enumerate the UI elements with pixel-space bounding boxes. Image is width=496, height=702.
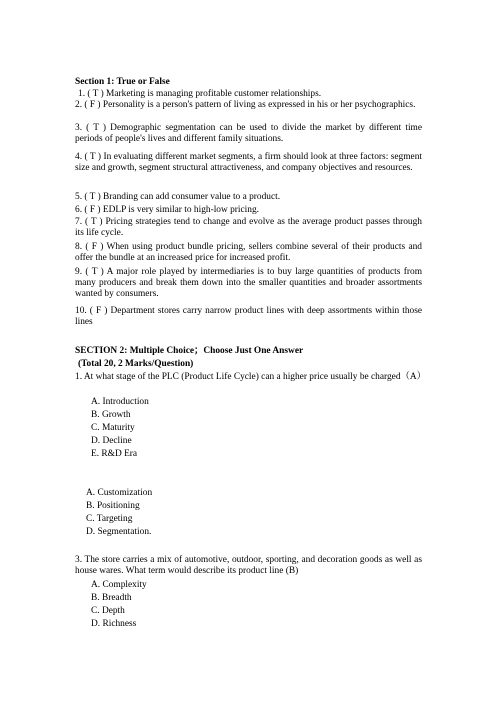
question-3: 3. The store carries a mix of automotive, outdoor, sporting, and decoration goods as well as house wares. What term would describe its product line (B): [75, 555, 422, 576]
q3-option-b: B. Breadth: [91, 593, 132, 603]
q2-option-d: D. Segmentation.: [86, 527, 152, 537]
tf-item-5: 5. ( T ) Branding can add consumer value to a product.: [75, 192, 281, 202]
q1-option-c: C. Maturity: [91, 423, 135, 433]
q2-option-b: B. Positioning: [86, 501, 140, 511]
tf-item-9: 9. ( T ) A major role played by intermediaries is to buy large quantities of products from many producers and break them down into the smaller quantities and broader assortments wanted by consumers.: [75, 267, 422, 299]
tf-item-6: 6. ( F ) EDLP is very similar to high-low pricing.: [75, 205, 260, 215]
q2-option-a: A. Customization: [86, 488, 153, 498]
tf-item-10: 10. ( F ) Department stores carry narrow product lines with deep assortments within those lines: [75, 306, 422, 327]
tf-item-8: 8. ( F ) When using product bundle pricing, sellers combine several of their products and offer the bundle at an increased price for increased profit.: [75, 242, 422, 263]
section2-subheading: (Total 20, 2 Marks/Question): [78, 359, 194, 369]
q2-option-c: C. Targeting: [86, 514, 133, 524]
tf-item-2: [75, 100, 422, 111]
q3-option-a: A. Complexity: [91, 580, 147, 590]
q1-option-e: E. R&D Era: [91, 449, 138, 459]
tf-item-7: 7. ( T ) Pricing strategies tend to change and evolve as the average product passes through its life cycle.: [75, 217, 422, 238]
tf-item-1: 1. ( T ) Marketing is managing profitable customer relationships.: [78, 89, 322, 99]
q1-option-b: B. Growth: [91, 410, 131, 420]
question-1: 1. At what stage of the PLC (Product Life Cycle) can a higher price usually be charged（A）: [75, 372, 427, 382]
section2-heading: SECTION 2: Multiple Choice；Choose Just One Answer: [75, 346, 304, 356]
tf-item-3: 3. ( T ) Demographic segmentation can be used to divide the market by different time periods of people's lives and different family situations.: [75, 123, 422, 144]
tf-item-4: 4. ( T ) In evaluating different market segments, a firm should look at three factors: segment size and growth, segment structural attractiveness, and company objectives and resources.: [75, 152, 422, 173]
section1-heading: Section 1: True or False: [75, 77, 170, 87]
q3-option-c: C. Depth: [91, 606, 125, 616]
q3-option-d: D. Richness: [91, 619, 137, 629]
q1-option-d: D. Decline: [91, 436, 132, 446]
tf-item-2-text: 2. ( F ) Personality is a person's pattern of living as expressed in his or her psychographics.: [75, 100, 416, 110]
q1-option-a: A. Introduction: [91, 397, 149, 407]
